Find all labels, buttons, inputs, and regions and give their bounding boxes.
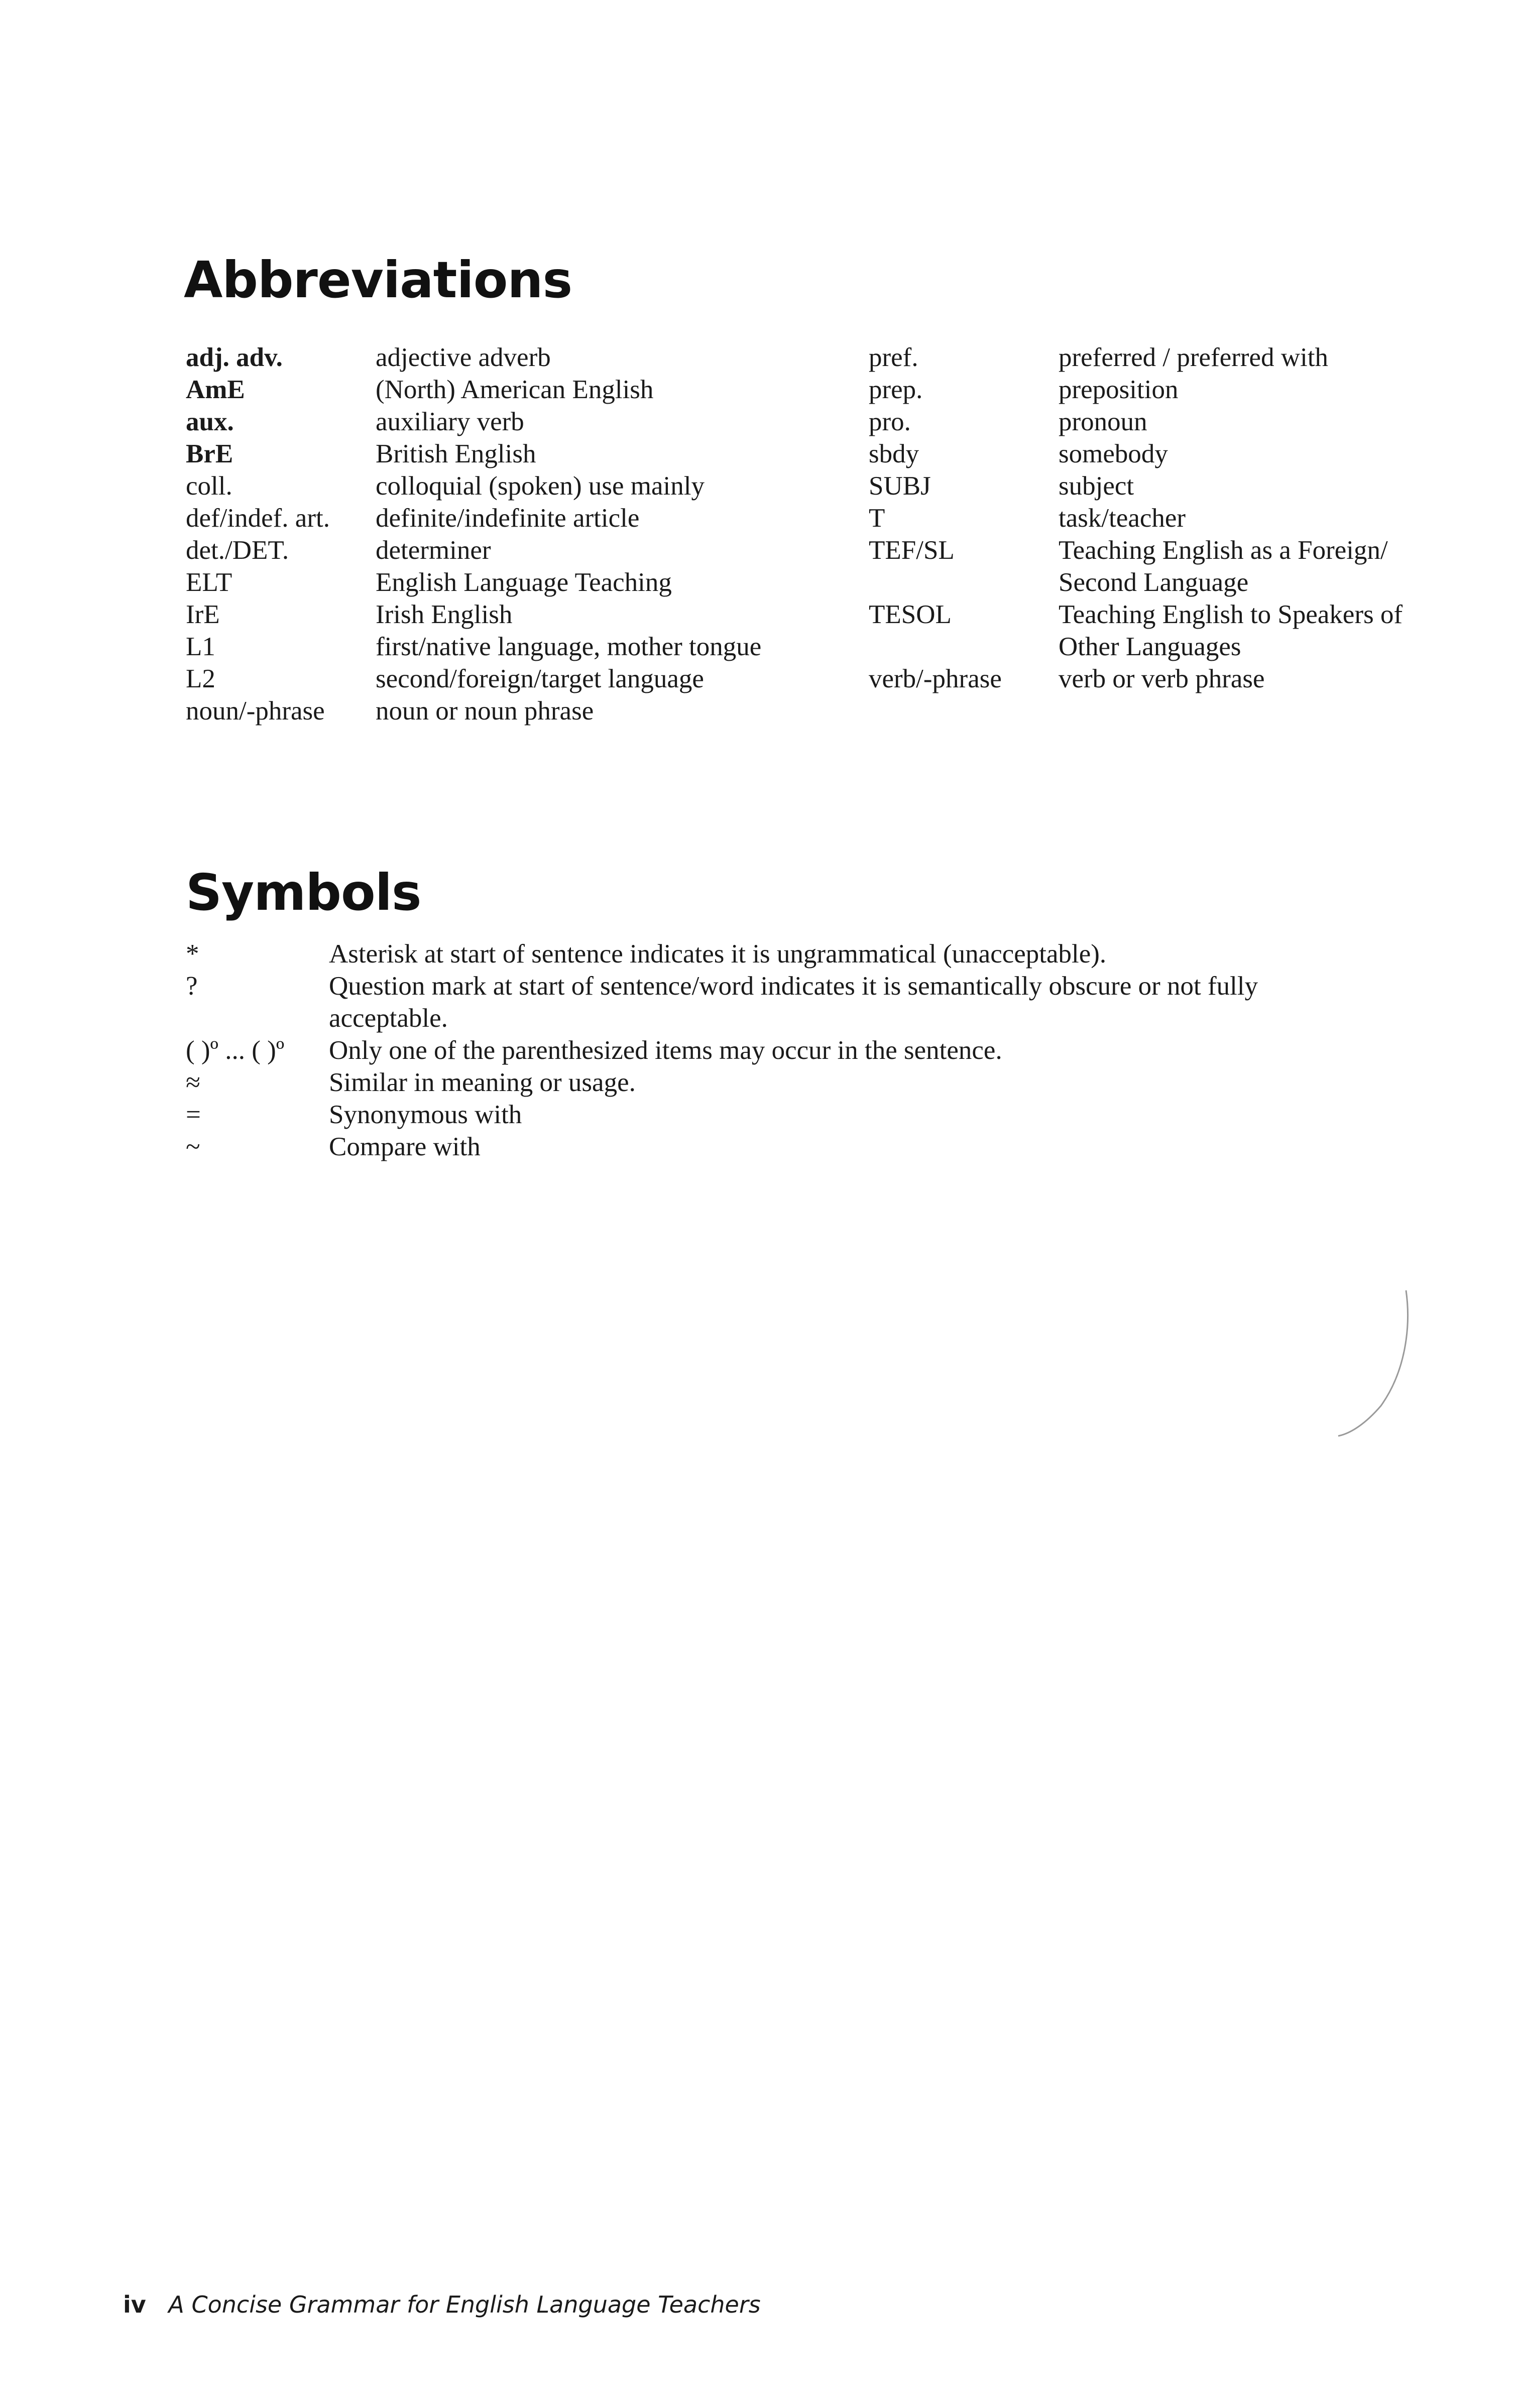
abbreviation-definition: Irish English <box>376 600 513 629</box>
abbreviation-definition: colloquial (spoken) use mainly <box>376 471 705 501</box>
symbol-glyph: ( )º ... ( )º <box>186 1036 285 1065</box>
symbol-definition: Compare with <box>329 1132 481 1161</box>
abbreviation-row <box>869 374 1496 406</box>
abbreviation-row <box>869 341 1496 374</box>
abbreviation-term: SUBJ <box>869 471 931 501</box>
abbreviation-definition: first/native language, mother tongue <box>376 632 762 661</box>
abbreviation-definition: adjective adverb <box>376 343 551 372</box>
abbreviation-term: def/indef. art. <box>186 504 330 533</box>
symbol-definition: Similar in meaning or usage. <box>329 1068 636 1097</box>
abbreviation-definition: auxiliary verb <box>376 407 524 436</box>
abbreviations-left-column <box>186 341 788 727</box>
abbreviation-definition: preferred / preferred with <box>1059 343 1329 372</box>
abbreviation-row <box>186 438 788 470</box>
abbreviation-definition: pronoun <box>1059 407 1147 436</box>
abbreviation-row <box>869 470 1496 502</box>
abbreviation-definition: task/teacher <box>1059 504 1186 533</box>
abbreviation-term: L2 <box>186 664 215 693</box>
abbreviation-row <box>186 598 788 631</box>
symbol-row <box>186 938 1341 970</box>
abbreviation-term: adj. adv. <box>186 343 283 372</box>
abbreviation-definition: British English <box>376 439 536 468</box>
abbreviation-definition: (North) American English <box>376 375 654 404</box>
symbol-glyph: * <box>186 939 199 969</box>
symbol-definition: Only one of the parenthesized items may occur in the sentence. <box>329 1036 1002 1065</box>
abbreviation-row <box>186 502 788 534</box>
abbreviation-row <box>186 631 788 663</box>
abbreviation-row <box>186 406 788 438</box>
abbreviation-row <box>186 534 788 566</box>
abbreviation-term: det./DET. <box>186 536 289 565</box>
symbol-definition: Synonymous with <box>329 1100 522 1129</box>
abbreviation-row <box>186 470 788 502</box>
abbreviations-heading: Abbreviations <box>184 251 572 309</box>
symbol-definition: Question mark at start of sentence/word indicates it is semantically obscure or not fully acceptable. <box>329 972 1258 1033</box>
abbreviation-term: pro. <box>869 407 911 436</box>
abbreviation-term: ELT <box>186 568 232 597</box>
abbreviation-definition: preposition <box>1059 375 1179 404</box>
abbreviation-row <box>869 406 1496 438</box>
abbreviation-term: TESOL <box>869 600 952 629</box>
abbreviation-term: aux. <box>186 407 234 436</box>
symbol-glyph: ~ <box>186 1132 200 1161</box>
abbreviation-term: BrE <box>186 439 233 468</box>
abbreviation-definition: noun or noun phrase <box>376 696 594 726</box>
abbreviation-row <box>186 695 788 727</box>
abbreviation-definition: English Language Teaching <box>376 568 672 597</box>
abbreviation-row <box>186 566 788 598</box>
abbreviation-term: coll. <box>186 471 232 501</box>
abbreviation-term: TEF/SL <box>869 536 955 565</box>
abbreviation-row <box>186 341 788 374</box>
page-number: iv <box>123 2291 146 2318</box>
symbols-heading: Symbols <box>186 863 421 922</box>
abbreviation-row <box>869 502 1496 534</box>
abbreviation-row <box>186 374 788 406</box>
abbreviation-definition: Teaching English to Speakers of Other Languages <box>1059 600 1403 661</box>
symbol-row <box>186 1099 1341 1131</box>
abbreviation-row <box>869 598 1496 663</box>
abbreviation-definition: somebody <box>1059 439 1168 468</box>
abbreviation-row <box>869 438 1496 470</box>
abbreviation-definition: second/foreign/target language <box>376 664 704 693</box>
abbreviation-term: prep. <box>869 375 923 404</box>
symbols-list <box>186 938 1341 1163</box>
symbol-row <box>186 1034 1341 1066</box>
abbreviation-row <box>869 663 1496 695</box>
abbreviation-term: IrE <box>186 600 220 629</box>
abbreviation-term: AmE <box>186 375 245 404</box>
abbreviation-definition: verb or verb phrase <box>1059 664 1265 693</box>
symbol-glyph: ≈ <box>186 1068 201 1097</box>
book-title: A Concise Grammar for English Language Teachers <box>168 2291 761 2318</box>
symbol-row <box>186 1131 1341 1163</box>
abbreviation-term: verb/-phrase <box>869 664 1002 693</box>
abbreviation-definition: Teaching English as a Foreign/ Second Language <box>1059 536 1388 597</box>
symbol-definition: Asterisk at start of sentence indicates it is ungrammatical (unacceptable). <box>329 939 1107 969</box>
symbol-glyph: ? <box>186 972 198 1001</box>
abbreviation-term: sbdy <box>869 439 919 468</box>
abbreviation-row <box>186 663 788 695</box>
abbreviation-term: noun/-phrase <box>186 696 325 726</box>
abbreviation-term: L1 <box>186 632 215 661</box>
abbreviation-term: T <box>869 504 885 533</box>
abbreviation-definition: determiner <box>376 536 491 565</box>
abbreviation-term: pref. <box>869 343 918 372</box>
abbreviation-definition: definite/indefinite article <box>376 504 640 533</box>
abbreviation-row <box>869 534 1496 598</box>
pencil-mark <box>1336 1285 1426 1446</box>
symbol-glyph: = <box>186 1100 201 1129</box>
page-footer <box>123 2291 761 2318</box>
abbreviations-right-column <box>869 341 1496 695</box>
symbol-row <box>186 1066 1341 1099</box>
symbol-row <box>186 970 1341 1034</box>
abbreviation-definition: subject <box>1059 471 1134 501</box>
